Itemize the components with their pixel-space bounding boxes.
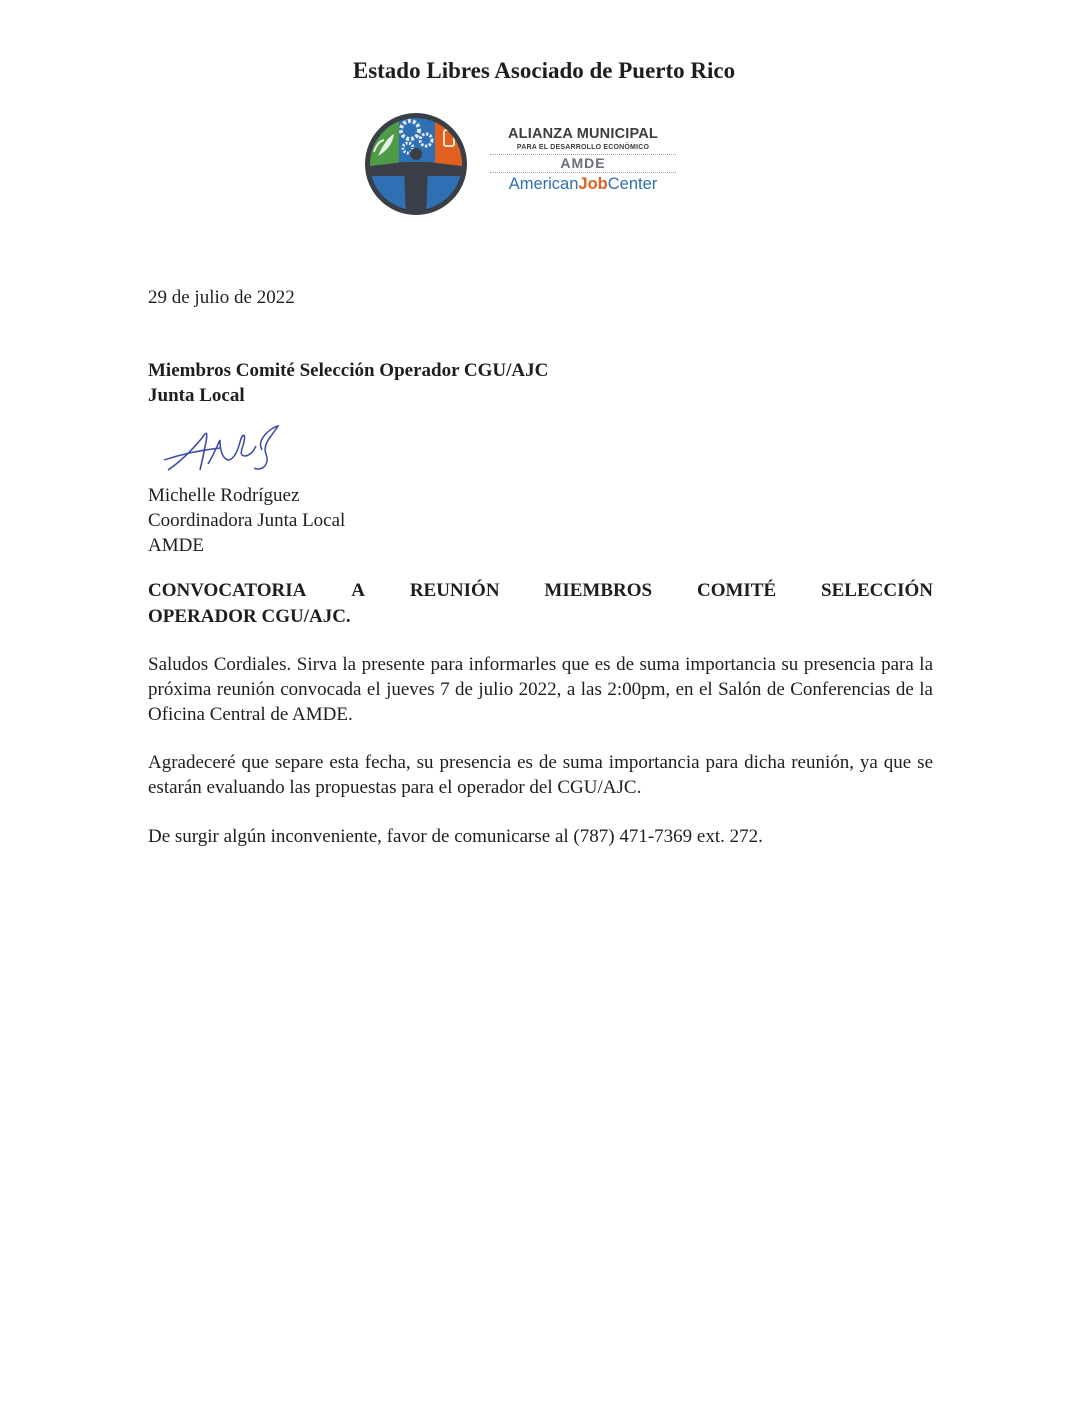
ajc-center: Center	[607, 175, 658, 193]
logo-text-block	[490, 126, 676, 195]
subject-word: SELECCIÓN	[821, 580, 933, 601]
sender-title: Coordinadora Junta Local	[148, 510, 346, 531]
american-job-center-wordmark	[490, 173, 676, 195]
sender-name: Michelle Rodríguez	[148, 485, 300, 506]
ajc-job: Job	[578, 175, 608, 193]
body-paragraph: De surgir algún inconveniente, favor de comunicarse al (787) 471-7369 ext. 272.	[148, 826, 763, 847]
subject-word: A	[351, 580, 365, 601]
body-paragraph: Agradeceré que separe esta fecha, su presencia es de suma importancia para dicha reunión, ya que se estarán evaluando las propuestas para el operador del CGU/AJC.	[148, 752, 933, 798]
subject-word: MIEMBROS	[544, 580, 653, 601]
sender-org: AMDE	[148, 535, 204, 556]
subject-word: REUNIÓN	[409, 580, 500, 601]
amde-logo	[364, 112, 684, 216]
subject-line-1	[148, 578, 933, 604]
letter-subject	[148, 578, 933, 630]
recipient-line: Miembros Comité Selección Operador CGU/AJC	[148, 360, 549, 381]
recipient-line: Junta Local	[148, 385, 245, 406]
people-gears-emblem-icon	[364, 112, 468, 216]
letter-date: 29 de julio de 2022	[148, 287, 295, 308]
subject-word: COMITÉ	[696, 580, 777, 601]
handwritten-signature	[162, 420, 292, 480]
org-subtitle: PARA EL DESARROLLO ECONÓMICO	[490, 143, 676, 155]
ajc-american: American	[508, 175, 579, 193]
org-abbreviation: AMDE	[490, 155, 676, 173]
page-title: Estado Libres Asociado de Puerto Rico	[352, 58, 736, 83]
sender-block	[148, 483, 345, 558]
subject-word: CONVOCATORIA	[148, 580, 307, 601]
recipients-block	[148, 358, 548, 408]
org-name: ALIANZA MUNICIPAL	[508, 126, 658, 142]
body-paragraph: Saludos Cordiales. Sirva la presente para informarles que es de suma importancia su presencia para la próxima reunión convocada el jueves 7 de julio 2022, a las 2:00pm, en el Salón de Conferencias de la Oficina Central de AMDE.	[148, 654, 933, 725]
subject-line-2: OPERADOR CGU/AJC.	[148, 606, 351, 627]
